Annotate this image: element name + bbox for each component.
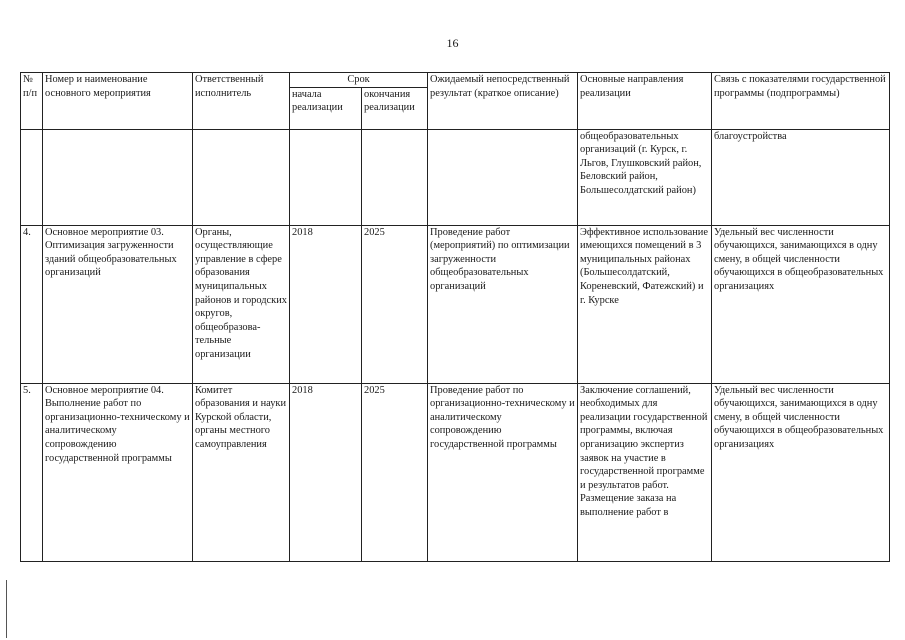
row-executor xyxy=(193,129,290,225)
header-term: Срок xyxy=(290,73,428,88)
row-start xyxy=(290,129,362,225)
row-link: благоустройства xyxy=(712,129,890,225)
table-row xyxy=(21,129,890,225)
header-directions: Основные направления реализации xyxy=(578,73,712,130)
activities-table xyxy=(20,72,890,562)
row-name: Основное мероприятие 04. Выполнение работ по организационно-техническому и аналитическому сопровождению государственной программы xyxy=(43,383,193,561)
row-directions: Заключение соглашений, необходимых для реализации государственной программы, включая организацию экспертиз заявок на участие в государственной программе и результатов работ. Размещение заказа на выполнение работ в xyxy=(578,383,712,561)
row-executor: Органы, осуществляющие управление в сфере образования муниципальных районов и городских округов, общеобразова-тельные организации xyxy=(193,225,290,383)
row-num: 4. xyxy=(21,225,43,383)
row-result xyxy=(428,129,578,225)
row-directions: общеобразовательных организаций (г. Курск, г. Льгов, Глушковский район, Беловский район, Большесолдатский район) xyxy=(578,129,712,225)
row-start: 2018 xyxy=(290,383,362,561)
row-name xyxy=(43,129,193,225)
row-name: Основное мероприятие 03. Оптимизация загруженности зданий общеобразовательных организаций xyxy=(43,225,193,383)
row-num xyxy=(21,129,43,225)
header-executor: Ответственный исполнитель xyxy=(193,73,290,130)
row-link: Удельный вес численности обучающихся, занимающихся в одну смену, в общей численности обучающихся в общеобразовательных организациях xyxy=(712,225,890,383)
row-result: Проведение работ (мероприятий) по оптимизации загруженности общеобразовательных организаций xyxy=(428,225,578,383)
header-start: начала реализации xyxy=(290,87,362,129)
table-row xyxy=(21,383,890,561)
row-end: 2025 xyxy=(362,383,428,561)
row-end xyxy=(362,129,428,225)
row-num: 5. xyxy=(21,383,43,561)
header-end: окончания реализации xyxy=(362,87,428,129)
row-start: 2018 xyxy=(290,225,362,383)
header-num: № п/п xyxy=(21,73,43,130)
header-result: Ожидаемый непосредственный результат (краткое описание) xyxy=(428,73,578,130)
row-link: Удельный вес численности обучающихся, занимающихся в одну смену, в общей численности обучающихся в общеобразовательных организациях xyxy=(712,383,890,561)
row-executor: Комитет образования и науки Курской области, органы местного самоуправления xyxy=(193,383,290,561)
header-link: Связь с показателями государственной программы (подпрограммы) xyxy=(712,73,890,130)
row-directions: Эффективное использование имеющихся помещений в 3 муниципальных районах (Большесолдатский, Кореневский, Фатежский) и г. Курске xyxy=(578,225,712,383)
page-number: 16 xyxy=(446,36,459,50)
header-name: Номер и наименование основного мероприятия xyxy=(43,73,193,130)
row-result: Проведение работ по организационно-техническому и аналитическому сопровождению государственной программы xyxy=(428,383,578,561)
margin-line xyxy=(6,580,7,638)
table-row xyxy=(21,225,890,383)
row-end: 2025 xyxy=(362,225,428,383)
